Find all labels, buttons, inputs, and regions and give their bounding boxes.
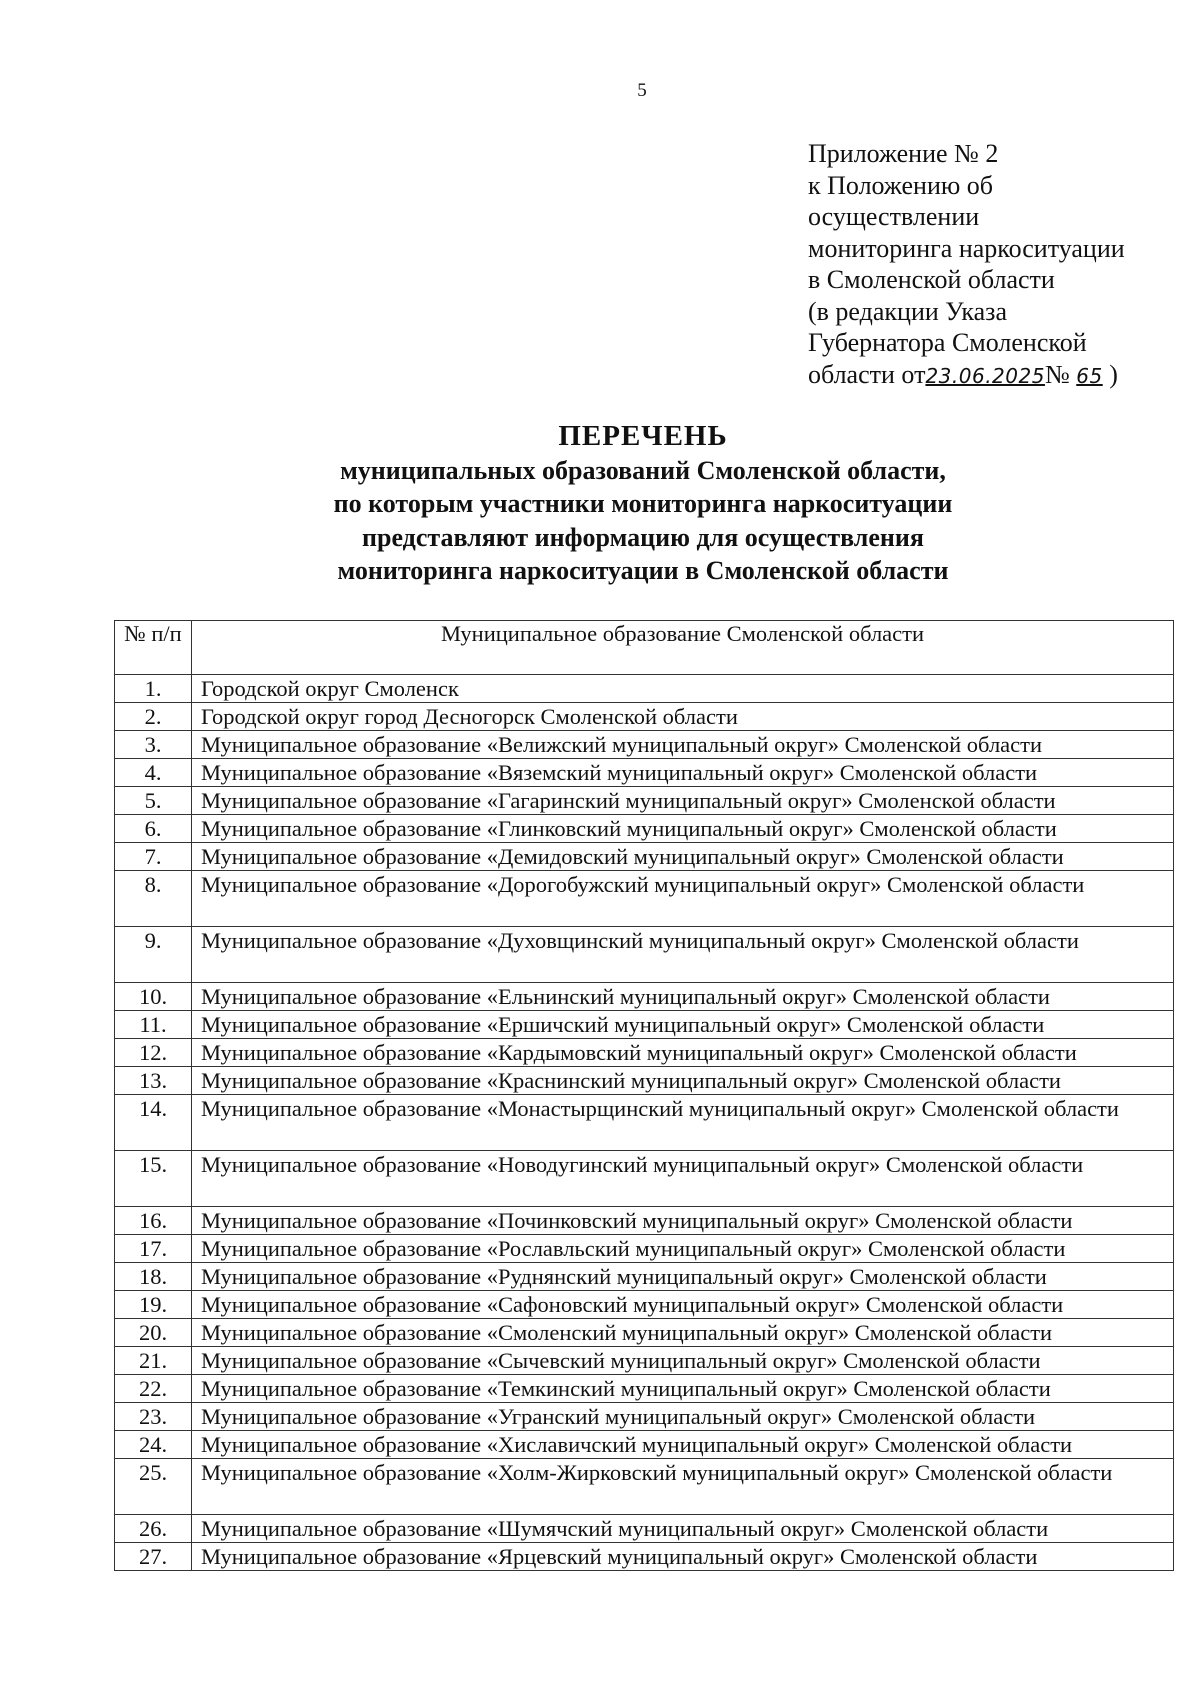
row-number: 21. [115, 1347, 192, 1375]
table-body [115, 675, 1174, 1571]
page-number: 5 [637, 80, 647, 101]
row-municipality: Муниципальное образование «Темкинский муниципальный округ» Смоленской области [192, 1375, 1174, 1403]
table-row [115, 1431, 1174, 1459]
row-municipality: Муниципальное образование «Демидовский муниципальный округ» Смоленской области [192, 843, 1174, 871]
row-number: 17. [115, 1235, 192, 1263]
appendix-number-prefix: № [1044, 359, 1070, 389]
table-row [115, 1207, 1174, 1235]
subtitle-line: представляют информацию для осуществления [362, 522, 924, 552]
table-row [115, 1403, 1174, 1431]
row-municipality: Городской округ город Десногорск Смоленской области [192, 703, 1174, 731]
table-row [115, 1235, 1174, 1263]
subtitle-line: мониторинга наркоситуации в Смоленской области [337, 556, 949, 585]
appendix-line: Губернатора Смоленской [808, 328, 1087, 357]
header-municipality: Муниципальное образование Смоленской области [192, 621, 1174, 675]
row-number: 26. [115, 1515, 192, 1543]
header-number: № п/п [115, 621, 192, 675]
row-municipality: Муниципальное образование «Дорогобужский муниципальный округ» Смоленской области [192, 871, 1174, 927]
table-row [115, 1263, 1174, 1291]
row-municipality: Муниципальное образование «Руднянский муниципальный округ» Смоленской области [192, 1263, 1174, 1291]
table-row [115, 759, 1174, 787]
row-municipality: Муниципальное образование «Шумячский муниципальный округ» Смоленской области [192, 1515, 1174, 1543]
row-municipality: Муниципальное образование «Ершичский муниципальный округ» Смоленской области [192, 1011, 1174, 1039]
document-title: ПЕРЕЧЕНЬ [558, 420, 728, 452]
row-municipality: Муниципальное образование «Угранский муниципальный округ» Смоленской области [192, 1403, 1174, 1431]
row-municipality: Муниципальное образование «Хиславичский муниципальный округ» Смоленской области [192, 1431, 1174, 1459]
row-municipality: Муниципальное образование «Гагаринский муниципальный округ» Смоленской области [192, 787, 1174, 815]
row-number: 23. [115, 1403, 192, 1431]
row-number: 27. [115, 1543, 192, 1571]
row-municipality: Муниципальное образование «Духовщинский муниципальный округ» Смоленской области [192, 927, 1174, 983]
appendix-line: к Положению об [808, 170, 994, 200]
row-number: 11. [115, 1011, 192, 1039]
appendix-line: в Смоленской области [808, 265, 1055, 294]
handwritten-number: 65 [1076, 363, 1103, 388]
row-municipality: Муниципальное образование «Кардымовский муниципальный округ» Смоленской области [192, 1039, 1174, 1067]
row-number: 4. [115, 759, 192, 787]
appendix-line: Приложение № 2 [808, 139, 999, 168]
appendix-line: мониторинга наркоситуации [808, 233, 1125, 263]
table-row [115, 815, 1174, 843]
table-row [115, 703, 1174, 731]
appendix-last-line [808, 359, 1188, 393]
row-number: 15. [115, 1151, 192, 1207]
row-municipality: Муниципальное образование «Велижский муниципальный округ» Смоленской области [192, 731, 1174, 759]
row-number: 18. [115, 1263, 192, 1291]
row-number: 8. [115, 871, 192, 927]
table-row [115, 1095, 1174, 1151]
row-number: 20. [115, 1319, 192, 1347]
row-municipality: Муниципальное образование «Ельнинский муниципальный округ» Смоленской области [192, 983, 1174, 1011]
row-number: 14. [115, 1095, 192, 1151]
row-number: 5. [115, 787, 192, 815]
row-number: 24. [115, 1431, 192, 1459]
table-row [115, 927, 1174, 983]
table-row [115, 1375, 1174, 1403]
table-row [115, 983, 1174, 1011]
row-municipality: Муниципальное образование «Монастырщинский муниципальный округ» Смоленской области [192, 1095, 1174, 1151]
table-row [115, 675, 1174, 703]
appendix-close-paren: ) [1109, 359, 1118, 389]
appendix-date-prefix: области от [808, 359, 926, 389]
row-municipality: Муниципальное образование «Холм-Жирковский муниципальный округ» Смоленской области [192, 1459, 1174, 1515]
row-number: 2. [115, 703, 192, 731]
row-number: 13. [115, 1067, 192, 1095]
row-number: 16. [115, 1207, 192, 1235]
table-row [115, 1011, 1174, 1039]
table-row [115, 1515, 1174, 1543]
document-title-block [100, 420, 1186, 588]
table-row [115, 1347, 1174, 1375]
table-row [115, 1151, 1174, 1207]
table-row [115, 731, 1174, 759]
appendix-line: осуществлении [808, 202, 980, 231]
row-number: 1. [115, 675, 192, 703]
row-municipality: Муниципальное образование «Краснинский муниципальный округ» Смоленской области [192, 1067, 1174, 1095]
table-row [115, 1067, 1174, 1095]
table-row [115, 1543, 1174, 1571]
row-municipality: Муниципальное образование «Ярцевский муниципальный округ» Смоленской области [192, 1543, 1174, 1571]
table-row [115, 843, 1174, 871]
handwritten-date: 23.06.2025 [925, 363, 1045, 388]
row-number: 12. [115, 1039, 192, 1067]
row-number: 6. [115, 815, 192, 843]
table-row [115, 1319, 1174, 1347]
table-row [115, 871, 1174, 927]
table-row [115, 1291, 1174, 1319]
table-row [115, 1459, 1174, 1515]
appendix-line: (в редакции Указа [808, 296, 1007, 326]
row-number: 22. [115, 1375, 192, 1403]
table-row [115, 787, 1174, 815]
row-municipality: Муниципальное образование «Вяземский муниципальный округ» Смоленской области [192, 759, 1174, 787]
row-number: 7. [115, 843, 192, 871]
row-municipality: Муниципальное образование «Глинковский муниципальный округ» Смоленской области [192, 815, 1174, 843]
row-number: 25. [115, 1459, 192, 1515]
row-municipality: Городской округ Смоленск [192, 675, 1174, 703]
table-header-row [115, 621, 1174, 675]
row-municipality: Муниципальное образование «Новодугинский муниципальный округ» Смоленской области [192, 1151, 1174, 1207]
row-number: 9. [115, 927, 192, 983]
subtitle-line: по которым участники мониторинга наркоситуации [333, 489, 953, 518]
row-municipality: Муниципальное образование «Сычевский муниципальный округ» Смоленской области [192, 1347, 1174, 1375]
subtitle-line: муниципальных образований Смоленской области, [340, 455, 946, 485]
row-number: 10. [115, 983, 192, 1011]
row-number: 19. [115, 1291, 192, 1319]
municipalities-table [114, 620, 1174, 1571]
row-number: 3. [115, 731, 192, 759]
table-row [115, 1039, 1174, 1067]
row-municipality: Муниципальное образование «Рославльский муниципальный округ» Смоленской области [192, 1235, 1174, 1263]
row-municipality: Муниципальное образование «Починковский муниципальный округ» Смоленской области [192, 1207, 1174, 1235]
row-municipality: Муниципальное образование «Сафоновский муниципальный округ» Смоленской области [192, 1291, 1174, 1319]
row-municipality: Муниципальное образование «Смоленский муниципальный округ» Смоленской области [192, 1319, 1174, 1347]
appendix-block [808, 138, 1188, 392]
